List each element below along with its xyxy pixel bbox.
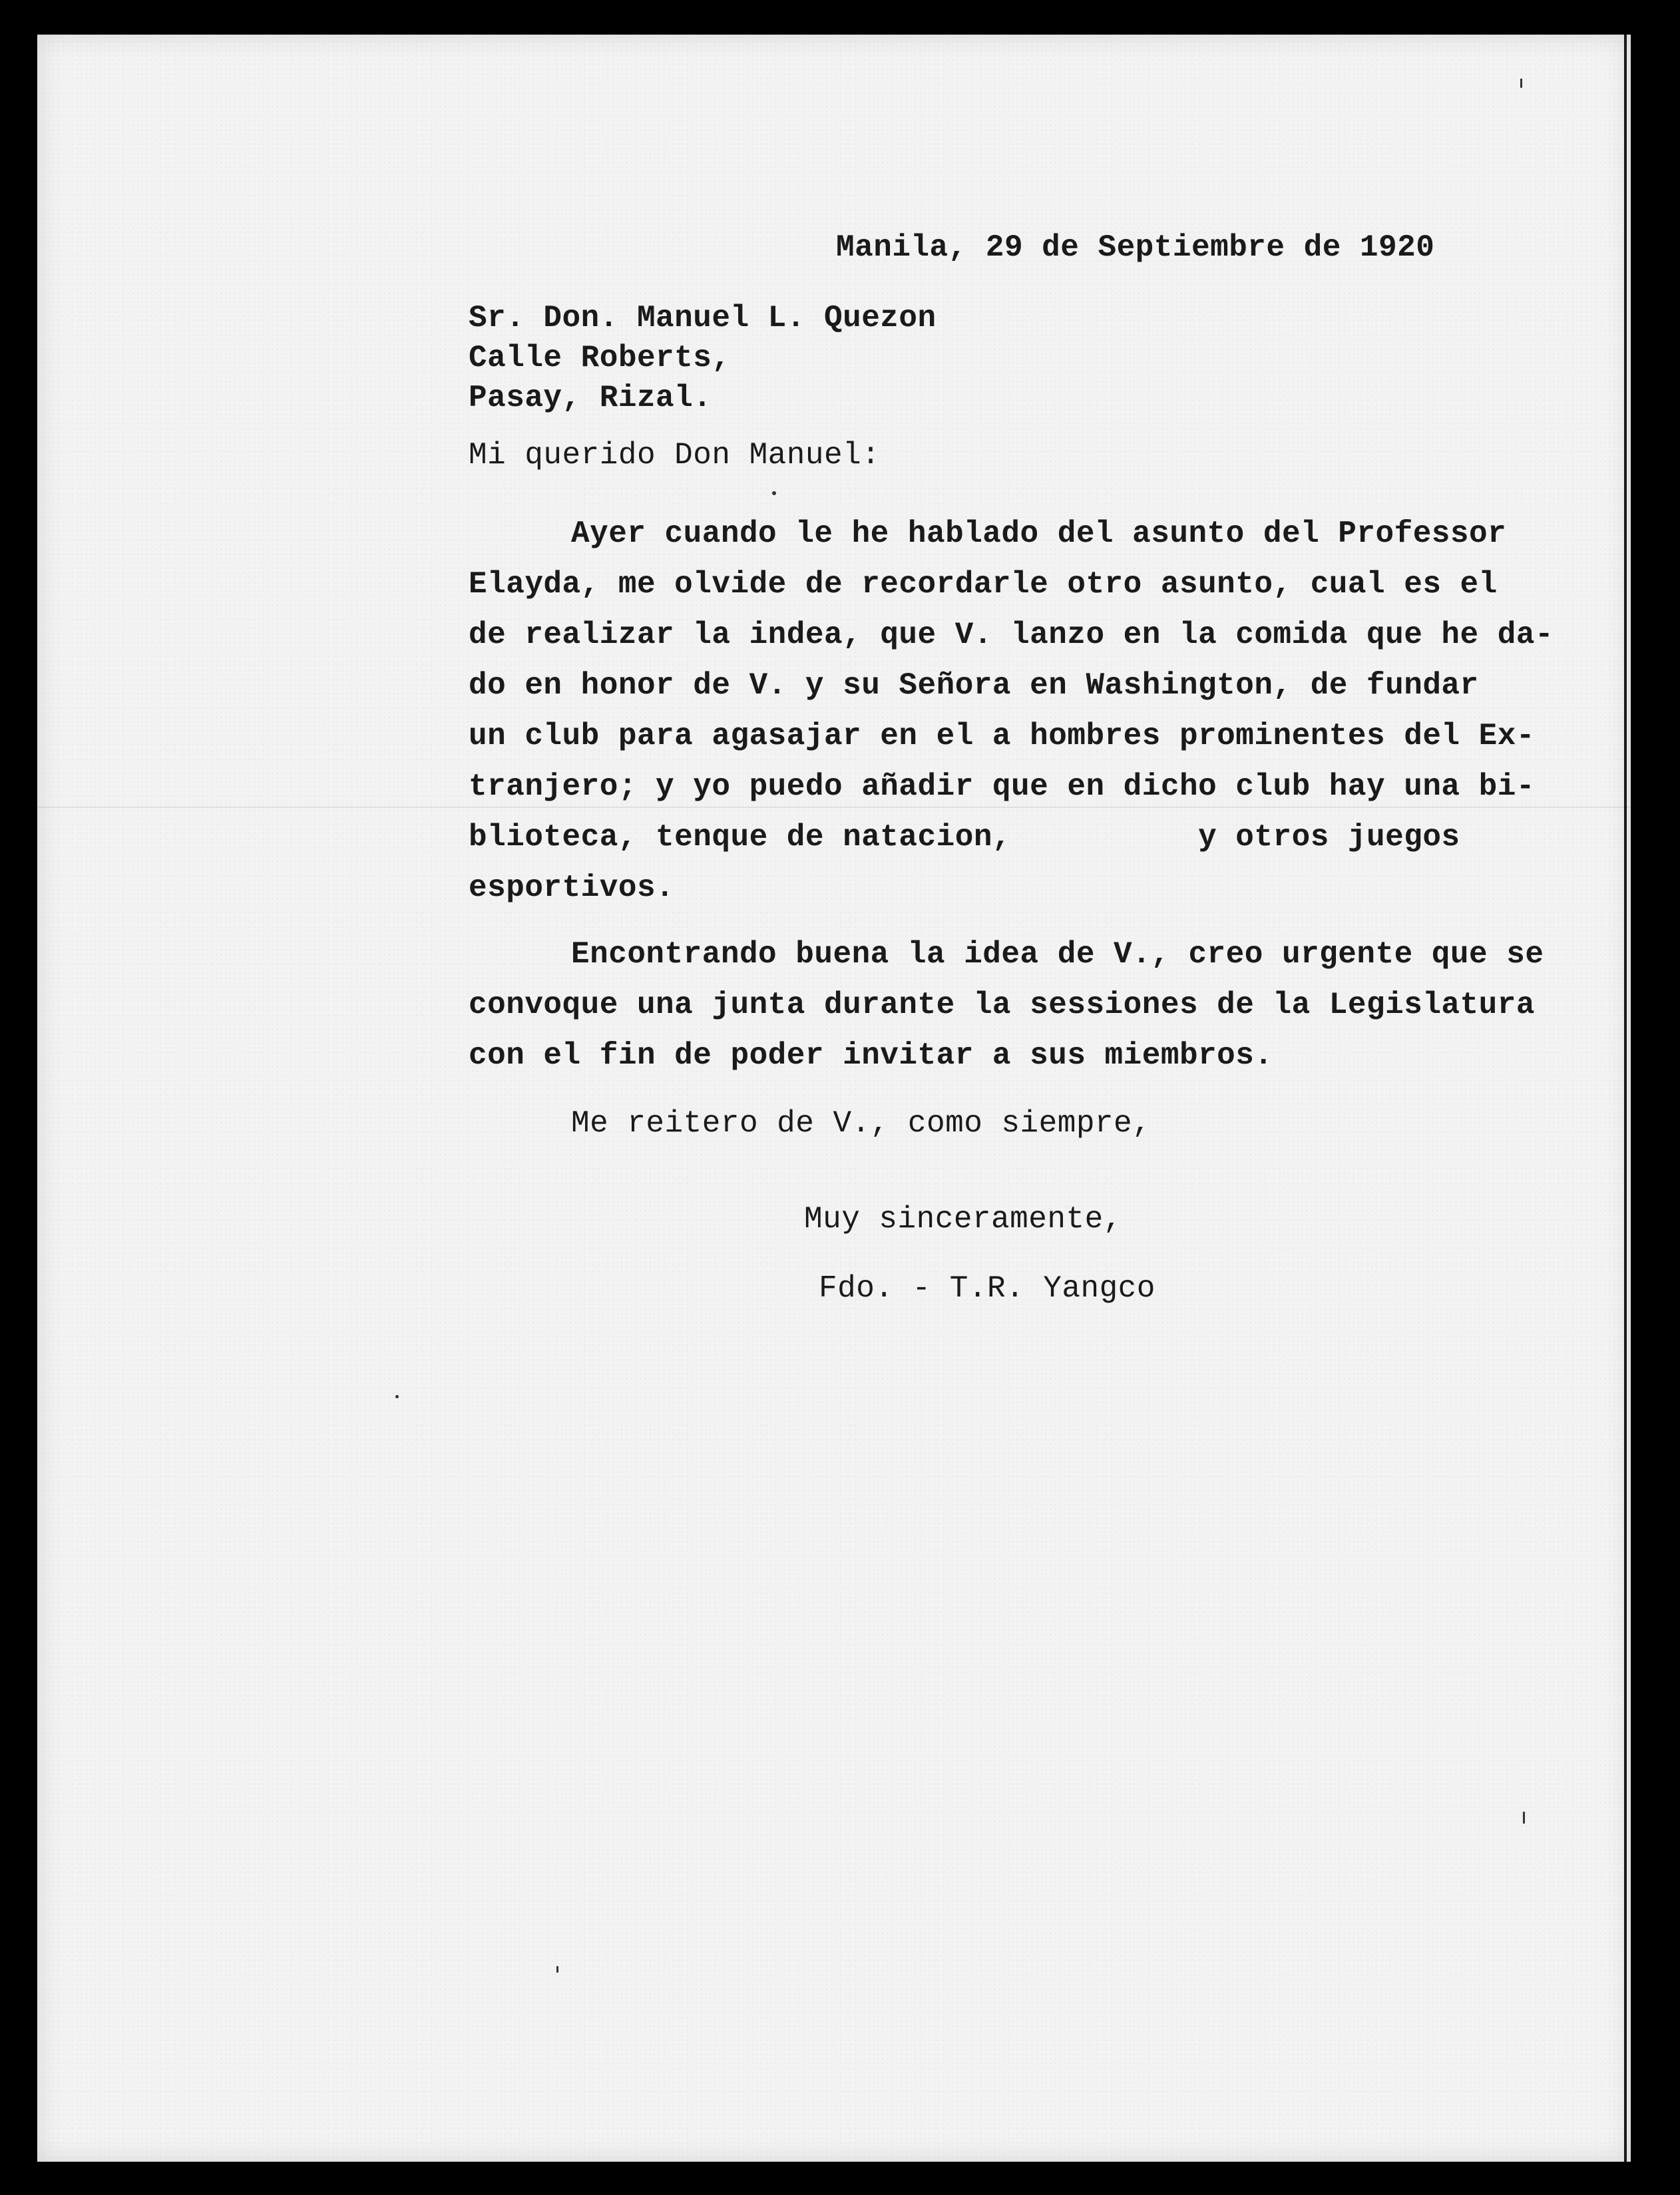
recipient-city: Pasay, Rizal. <box>469 381 712 415</box>
paragraph-1-line: do en honor de V. y su Señora en Washington, de fundar <box>469 668 1479 703</box>
paragraph-1-line: esportivos. <box>469 871 675 905</box>
recipient-name: Sr. Don. Manuel L. Quezon <box>469 301 937 335</box>
paragraph-2-line: con el fin de poder invitar a sus miembros. <box>469 1038 1273 1073</box>
paragraph-1-line: tranjero; y yo puedo añadir que en dicho club hay una bi- <box>469 769 1535 804</box>
paragraph-2-line: convoque una junta durante la sessiones de la Legislatura <box>469 988 1535 1022</box>
valediction: Muy sinceramente, <box>804 1202 1122 1237</box>
letter-date: Manila, 29 de Septiembre de 1920 <box>836 230 1435 265</box>
salutation: Mi querido Don Manuel: <box>469 438 881 473</box>
paragraph-1-line: Elayda, me olvide de recordarle otro asunto, cual es el <box>469 567 1498 602</box>
recipient-street: Calle Roberts, <box>469 341 731 375</box>
closing-line: Me reitero de V., como siempre, <box>571 1106 1152 1141</box>
paragraph-1-line: Ayer cuando le he hablado del asunto del Professor <box>571 516 1507 551</box>
paragraph-1-line: de realizar la indea, que V. lanzo en la comida que he da- <box>469 618 1554 652</box>
paragraph-2-line: Encontrando buena la idea de V., creo urgente que se <box>571 937 1544 972</box>
paragraph-1-line: un club para agasajar en el a hombres prominentes del Ex- <box>469 719 1535 753</box>
paragraph-1-line: blioteca, tenque de natacion, y otros juegos <box>469 820 1460 855</box>
signature-line: Fdo. - T.R. Yangco <box>819 1271 1155 1306</box>
